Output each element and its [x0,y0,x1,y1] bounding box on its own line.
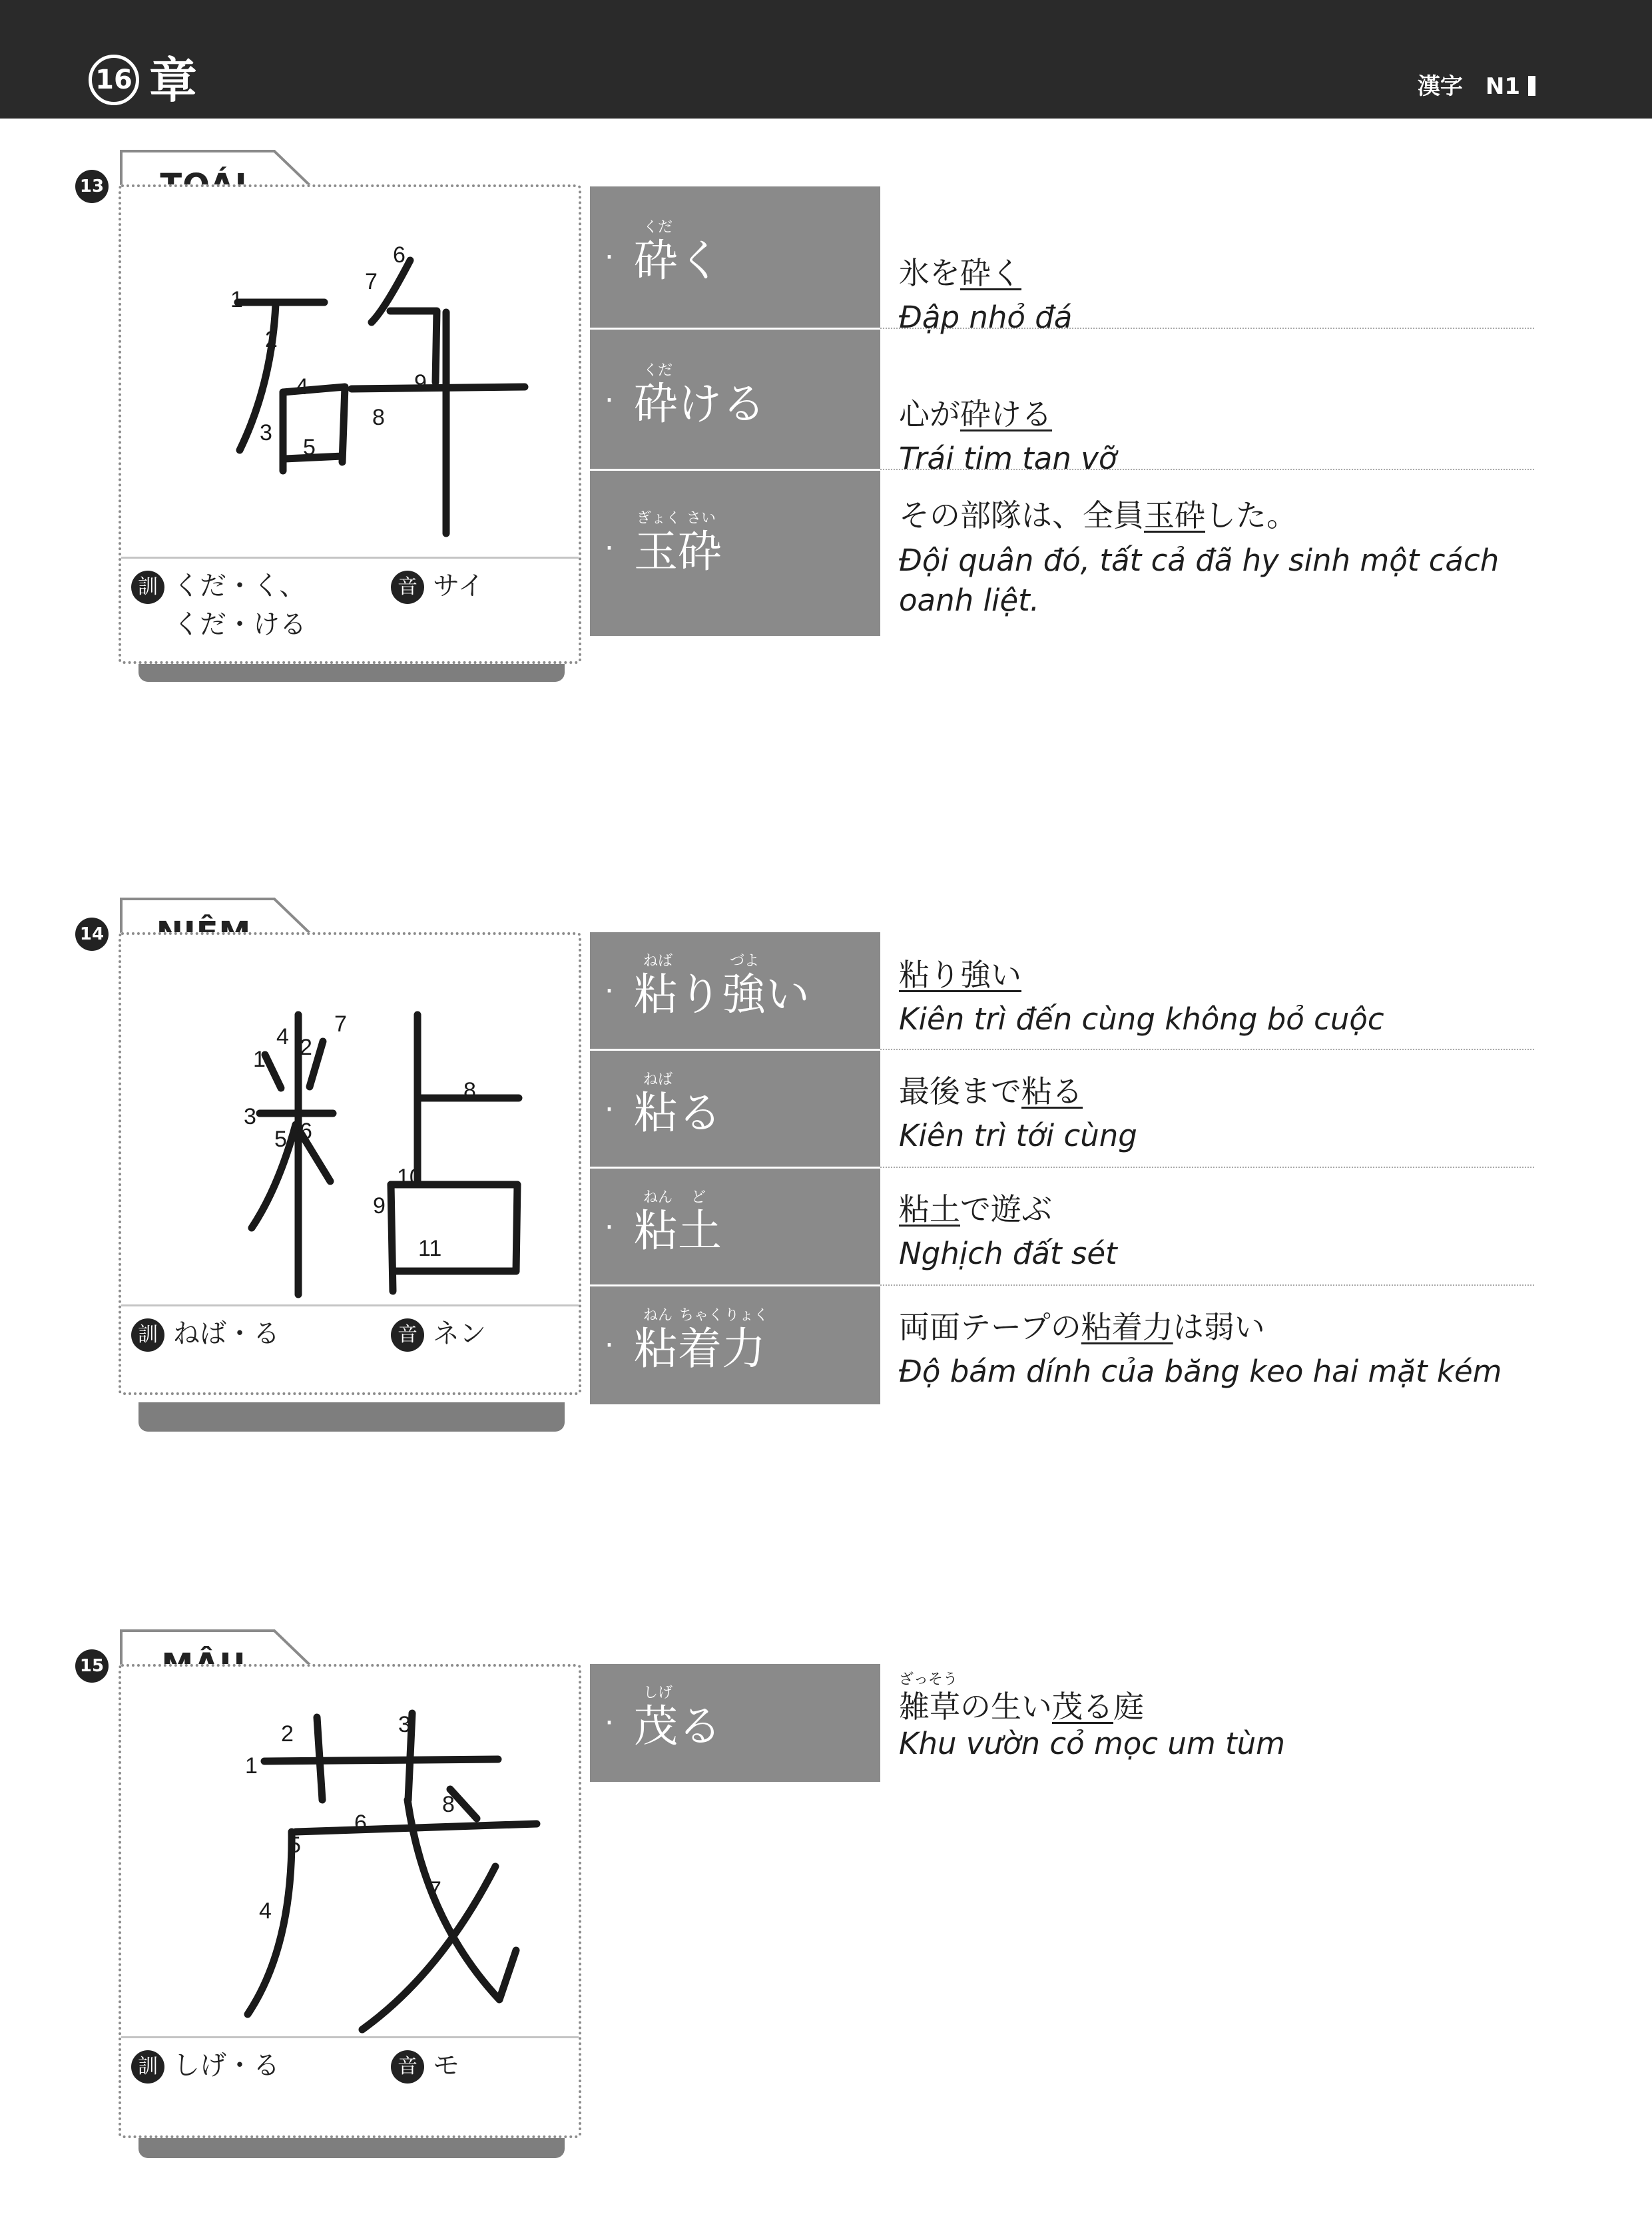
vocab-ruby: づよ [730,953,760,970]
kanji-stroke-drawing [121,187,579,557]
highlighted-word: 玉砕 [1144,497,1205,533]
chapter-title: 章 [149,53,198,109]
on-reading: モ [433,2050,459,2081]
vocab-ruby: しげ [643,1685,673,1701]
stroke-number: 5 [288,1832,301,1858]
stroke-number: 2 [265,327,278,352]
vocab-ruby: りょく [724,1307,769,1324]
stroke-order-diagram [121,935,579,1304]
stroke-number: 7 [365,269,378,294]
highlighted-word: 粘り強い [899,957,1021,993]
example-row [880,1284,1534,1402]
stroke-number: 5 [274,1127,287,1152]
kanji-card [119,1664,581,2138]
readings-row [121,557,579,663]
vocab-cell [590,328,880,471]
example-japanese: その部隊は、全員玉砕した。 [899,497,1297,533]
vocab-word: 粘り強い [634,969,810,1020]
vocab-ruby: ちゃく [679,1307,724,1324]
kun-reading-icon: 訓 [131,1318,164,1352]
entry-number-badge: 15 [75,1649,109,1683]
vocab-ruby: ねん [643,1189,673,1206]
vocab-cell [590,469,880,636]
on-reading-icon: 音 [391,571,424,604]
vocab-cell [590,1049,880,1169]
on-reading: ネン [433,1318,486,1349]
chapter-number-badge: 16 [89,55,139,105]
example-vietnamese: Nghịch đất sét [899,1236,1117,1271]
on-reading-icon: 音 [391,2050,424,2084]
readings-row [121,1304,579,1394]
vocab-ruby: くだ [643,219,673,236]
readings-row [121,2036,579,2137]
level-bar-icon [1528,76,1535,96]
vocab-word: 茂る [634,1701,722,1752]
highlighted-word: 茂る [1052,1689,1113,1725]
stroke-number: 9 [414,370,427,396]
on-reading-icon: 音 [391,1318,424,1352]
stroke-number: 10 [397,1165,422,1190]
example-vietnamese: Khu vườn cỏ mọc um tùm [899,1726,1286,1761]
vocab-cell [590,1664,880,1782]
card-shadow [138,1402,565,1432]
kanji-stroke-drawing [121,935,579,1304]
stroke-number: 1 [245,1753,258,1779]
example-japanese: 粘土で遊ぶ [899,1191,1052,1227]
vocab-ruby: さい [687,510,716,527]
stroke-number: 3 [260,420,272,445]
stroke-number: 9 [373,1193,386,1219]
kun-reading: しげ・る [173,2050,280,2081]
example-vietnamese: Đập nhỏ đá [899,300,1073,335]
bullet-dot: · [605,240,614,274]
level-label [1418,73,1535,100]
vocab-cell [590,932,880,1049]
on-reading: サイ [433,571,485,601]
example-vietnamese: Đội quân đó, tất cả đã hy sinh một cách oanh liệt. [899,543,1500,618]
example-row [880,1167,1534,1286]
example-japanese: 最後まで粘る [899,1073,1083,1109]
vocab-word: 玉砕 [634,526,722,577]
vocab-word: 粘土 [634,1205,722,1257]
vocab-ruby: ど [691,1189,706,1206]
example-vietnamese: Kiên trì đến cùng không bỏ cuộc [899,1001,1384,1037]
example-row [880,932,1534,1050]
stroke-number: 3 [244,1104,256,1129]
highlighted-word: 砕ける [960,396,1052,432]
vocab-cell [590,1167,880,1286]
example-japanese: 心が砕ける [899,396,1052,432]
bullet-dot: · [605,531,614,565]
stroke-number: 8 [463,1078,476,1103]
bullet-dot: · [605,1328,614,1362]
kanji-stroke-drawing [121,1667,579,2036]
level-text: 漢字 N1 [1417,73,1520,100]
example-row [880,1049,1534,1168]
entry-number-badge: 14 [75,918,109,951]
vocab-word: 粘る [634,1087,722,1139]
example-japanese: 雑草の生い茂る庭 [899,1689,1144,1725]
example-vietnamese: Độ bám dính của băng keo hai mặt kém [899,1354,1502,1389]
highlighted-word: 粘土 [899,1191,960,1227]
vocab-word: 砕く [634,235,722,286]
example-ruby: ざっそう [899,1671,958,1688]
stroke-order-diagram [121,1667,579,2036]
stroke-number: 2 [281,1721,294,1747]
stroke-number: 8 [372,405,385,430]
example-japanese: 氷を砕く [899,255,1021,291]
vocab-cell [590,186,880,328]
example-japanese: 両面テープの粘着力は弱い [899,1309,1265,1345]
stroke-number: 3 [398,1712,411,1737]
example-vietnamese: Kiên trì tới cùng [899,1118,1137,1153]
example-row [880,1664,1534,1782]
vocab-word: 粘着力 [634,1323,766,1374]
highlighted-word: 砕く [960,255,1021,291]
example-row [880,328,1534,476]
example-vietnamese: Trái tim tan vỡ [899,441,1117,476]
stroke-number: 1 [230,287,243,312]
stroke-number: 4 [259,1898,272,1924]
example-row [880,186,1534,335]
stroke-number: 7 [429,1877,441,1902]
bullet-dot: · [605,1211,614,1245]
stroke-number: 8 [442,1792,455,1817]
kanji-card [119,932,581,1395]
bullet-dot: · [605,974,614,1008]
stroke-number: 4 [276,1024,289,1049]
stroke-number: 5 [303,435,316,460]
stroke-number: 6 [300,1119,312,1144]
bullet-dot: · [605,1706,614,1740]
kun-reading-icon: 訓 [131,571,164,604]
kun-reading-icon: 訓 [131,2050,164,2084]
vocab-word: 砕ける [634,378,766,429]
kun-reading: ねば・る [173,1318,280,1349]
kun-reading: くだ・く、 くだ・ける [173,571,306,640]
stroke-number: 2 [300,1035,312,1060]
entry-number-badge: 13 [75,170,109,203]
vocab-cell [590,1284,880,1404]
stroke-number: 7 [334,1011,347,1037]
stroke-order-diagram [121,187,579,557]
stroke-number: 6 [393,242,406,268]
bullet-dot: · [605,384,614,418]
vocab-ruby: ねば [643,953,673,970]
vocab-ruby: ぎょく [637,510,681,527]
example-japanese [899,955,1021,995]
vocab-ruby: くだ [643,362,673,379]
stroke-number: 1 [253,1047,266,1072]
highlighted-word: 粘着力 [1081,1309,1173,1345]
kanji-card [119,184,581,664]
highlighted-word: 粘る [1021,1073,1083,1109]
example-row [880,469,1534,634]
stroke-number: 4 [296,374,308,400]
vocab-ruby: ねば [643,1071,673,1088]
chapter-header-bar [0,0,1652,119]
vocab-ruby: ねん [643,1307,673,1324]
stroke-number: 6 [354,1811,367,1836]
bullet-dot: · [605,1093,614,1127]
stroke-number: 11 [418,1236,442,1261]
